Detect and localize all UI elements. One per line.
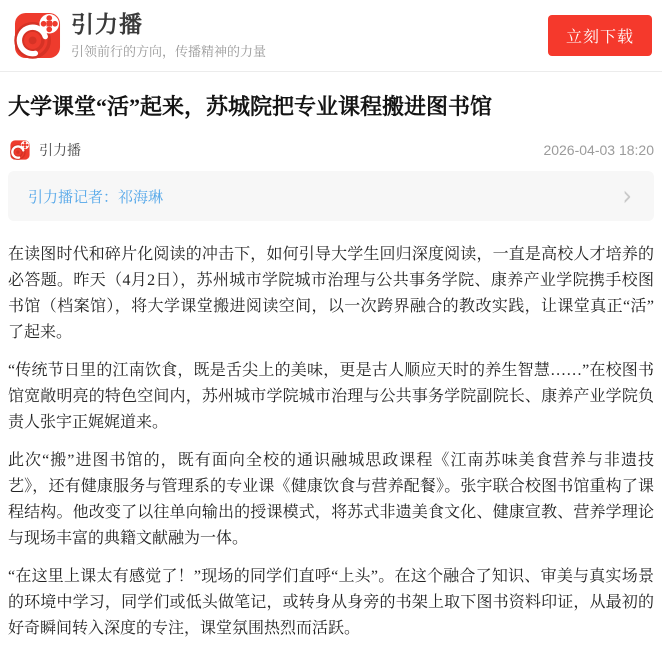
article-paragraph: 在读图时代和碎片化阅读的冲击下，如何引导大学生回归深度阅读，一直是高校人才培养的必答题。昨天（4月2日），苏州城市学院城市治理与公共事务学院、康养产业学院携手校图书馆（档案馆），将大学课堂搬进阅读空间，以一次跨界融合的教改实践，让课堂真正“活”了起来。 (8, 246, 654, 342)
chevron-right-icon: › (622, 180, 632, 213)
article-content (0, 91, 662, 660)
yinlibo-logo-small-icon (10, 140, 30, 160)
article-paragraph: “传统节日里的江南饮食，既是舌尖上的美味，更是古人顺应天时的养生智慧……”在校图书馆宽敞明亮的特色空间内，苏州城市学院城市治理与公共事务学院副院长、康养产业学院负责人张宇正娓娓道来。 (8, 362, 654, 432)
app-name: 引力播 (71, 11, 143, 37)
article-paragraph: “在这里上课太有感觉了！”现场的同学们直呼“上头”。在这个融合了知识、审美与真实场景的环境中学习，同学们或低头做笔记，或转身从身旁的书架上取下图书资料印证，从最初的好奇瞬间转入深度的专注，课堂氛围热烈而活跃。 (8, 568, 654, 638)
brand-block (14, 11, 548, 60)
reporter-card[interactable] (8, 171, 654, 221)
publish-datetime: 2026-04-03 18:20 (543, 142, 654, 159)
site-header (0, 0, 662, 72)
yinlibo-logo-icon (14, 12, 61, 59)
download-button[interactable]: 立刻下载 (548, 15, 652, 56)
article-paragraph: 此次“搬”进图书馆的，既有面向全校的通识融城思政课程《江南苏味美食营养与非遗技艺》，还有健康服务与管理系的专业课《健康饮食与营养配餐》。张宇联合校图书馆重构了课程结构。他改变了以往单向输出的授课模式，将苏式非遗美食文化、健康宣教、营养学理论与现场丰富的典籍文献融为一体。 (8, 452, 654, 548)
source-name: 引力播 (39, 142, 81, 159)
brand-text (71, 11, 266, 60)
reporter-name: 引力播记者：祁海琳 (28, 188, 164, 206)
byline-row (8, 140, 654, 160)
app-tagline: 引领前行的方向，传播精神的力量 (71, 44, 267, 60)
article-title: 大学课堂“活”起来，苏城院把专业课程搬进图书馆 (8, 94, 493, 120)
